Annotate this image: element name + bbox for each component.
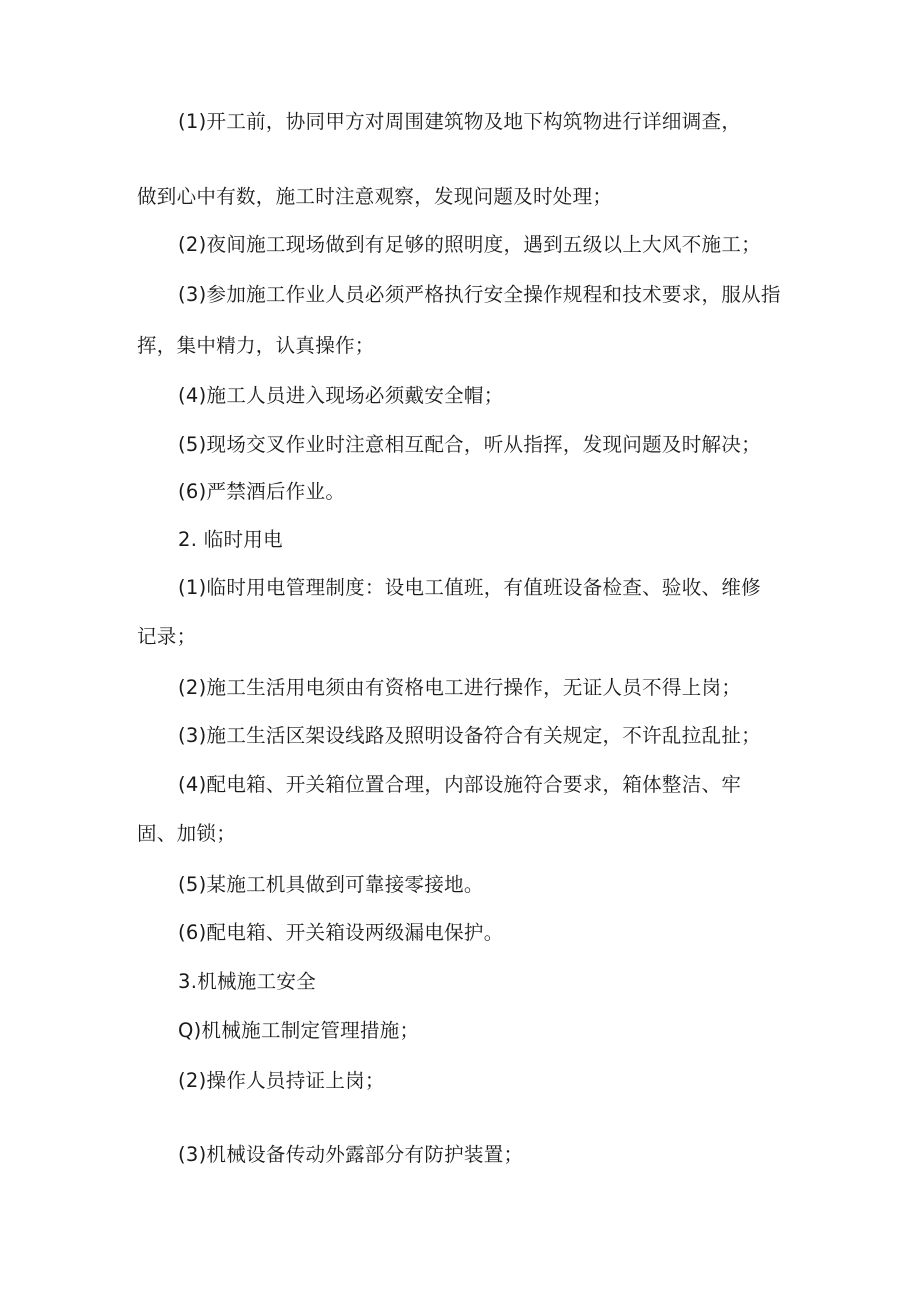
paragraph-line: (1)临时用电管理制度：设电工值班，有值班设备检查、验收、维修 [178, 576, 761, 599]
section-heading: 2. 临时用电 [178, 528, 283, 551]
paragraph-line: (5)现场交叉作业时注意相互配合，听从指挥，发现问题及时解决； [178, 433, 761, 456]
paragraph-line: Q)机械施工制定管理措施； [178, 1019, 420, 1042]
paragraph-line: (2)施工生活用电须由有资格电工进行操作，无证人员不得上岗； [178, 676, 742, 699]
paragraph-line: (6)严禁酒后作业。 [178, 480, 346, 503]
paragraph-line: (4)配电箱、开关箱位置合理，内部设施符合要求，箱体整洁、牢 [178, 773, 742, 796]
paragraph-line: (3)机械设备传动外露部分有防护装置； [178, 1143, 524, 1166]
paragraph-line: 固、加锁； [137, 822, 237, 845]
paragraph-line: (1)开工前，协同甲方对周围建筑物及地下构筑物进行详细调查， [178, 110, 742, 133]
paragraph-line: 做到心中有数，施工时注意观察，发现问题及时处理； [137, 185, 613, 208]
paragraph-line: 记录； [137, 625, 197, 648]
paragraph-line: (2)夜间施工现场做到有足够的照明度，遇到五级以上大风不施工； [178, 233, 761, 256]
paragraph-line: (2)操作人员持证上岗； [178, 1069, 385, 1092]
paragraph-line: (5)某施工机具做到可靠接零接地。 [178, 873, 484, 896]
section-heading: 3.机械施工安全 [178, 970, 317, 993]
paragraph-line: (4)施工人员进入现场必须戴安全帽； [178, 384, 504, 407]
paragraph-line: 挥，集中精力，认真操作； [137, 334, 375, 357]
paragraph-line: (3)施工生活区架设线路及照明设备符合有关规定，不许乱拉乱扯； [178, 724, 761, 747]
paragraph-line: (6)配电箱、开关箱设两级漏电保护。 [178, 921, 504, 944]
paragraph-line: (3)参加施工作业人员必须严格执行安全操作规程和技术要求，服从指 [178, 283, 781, 306]
